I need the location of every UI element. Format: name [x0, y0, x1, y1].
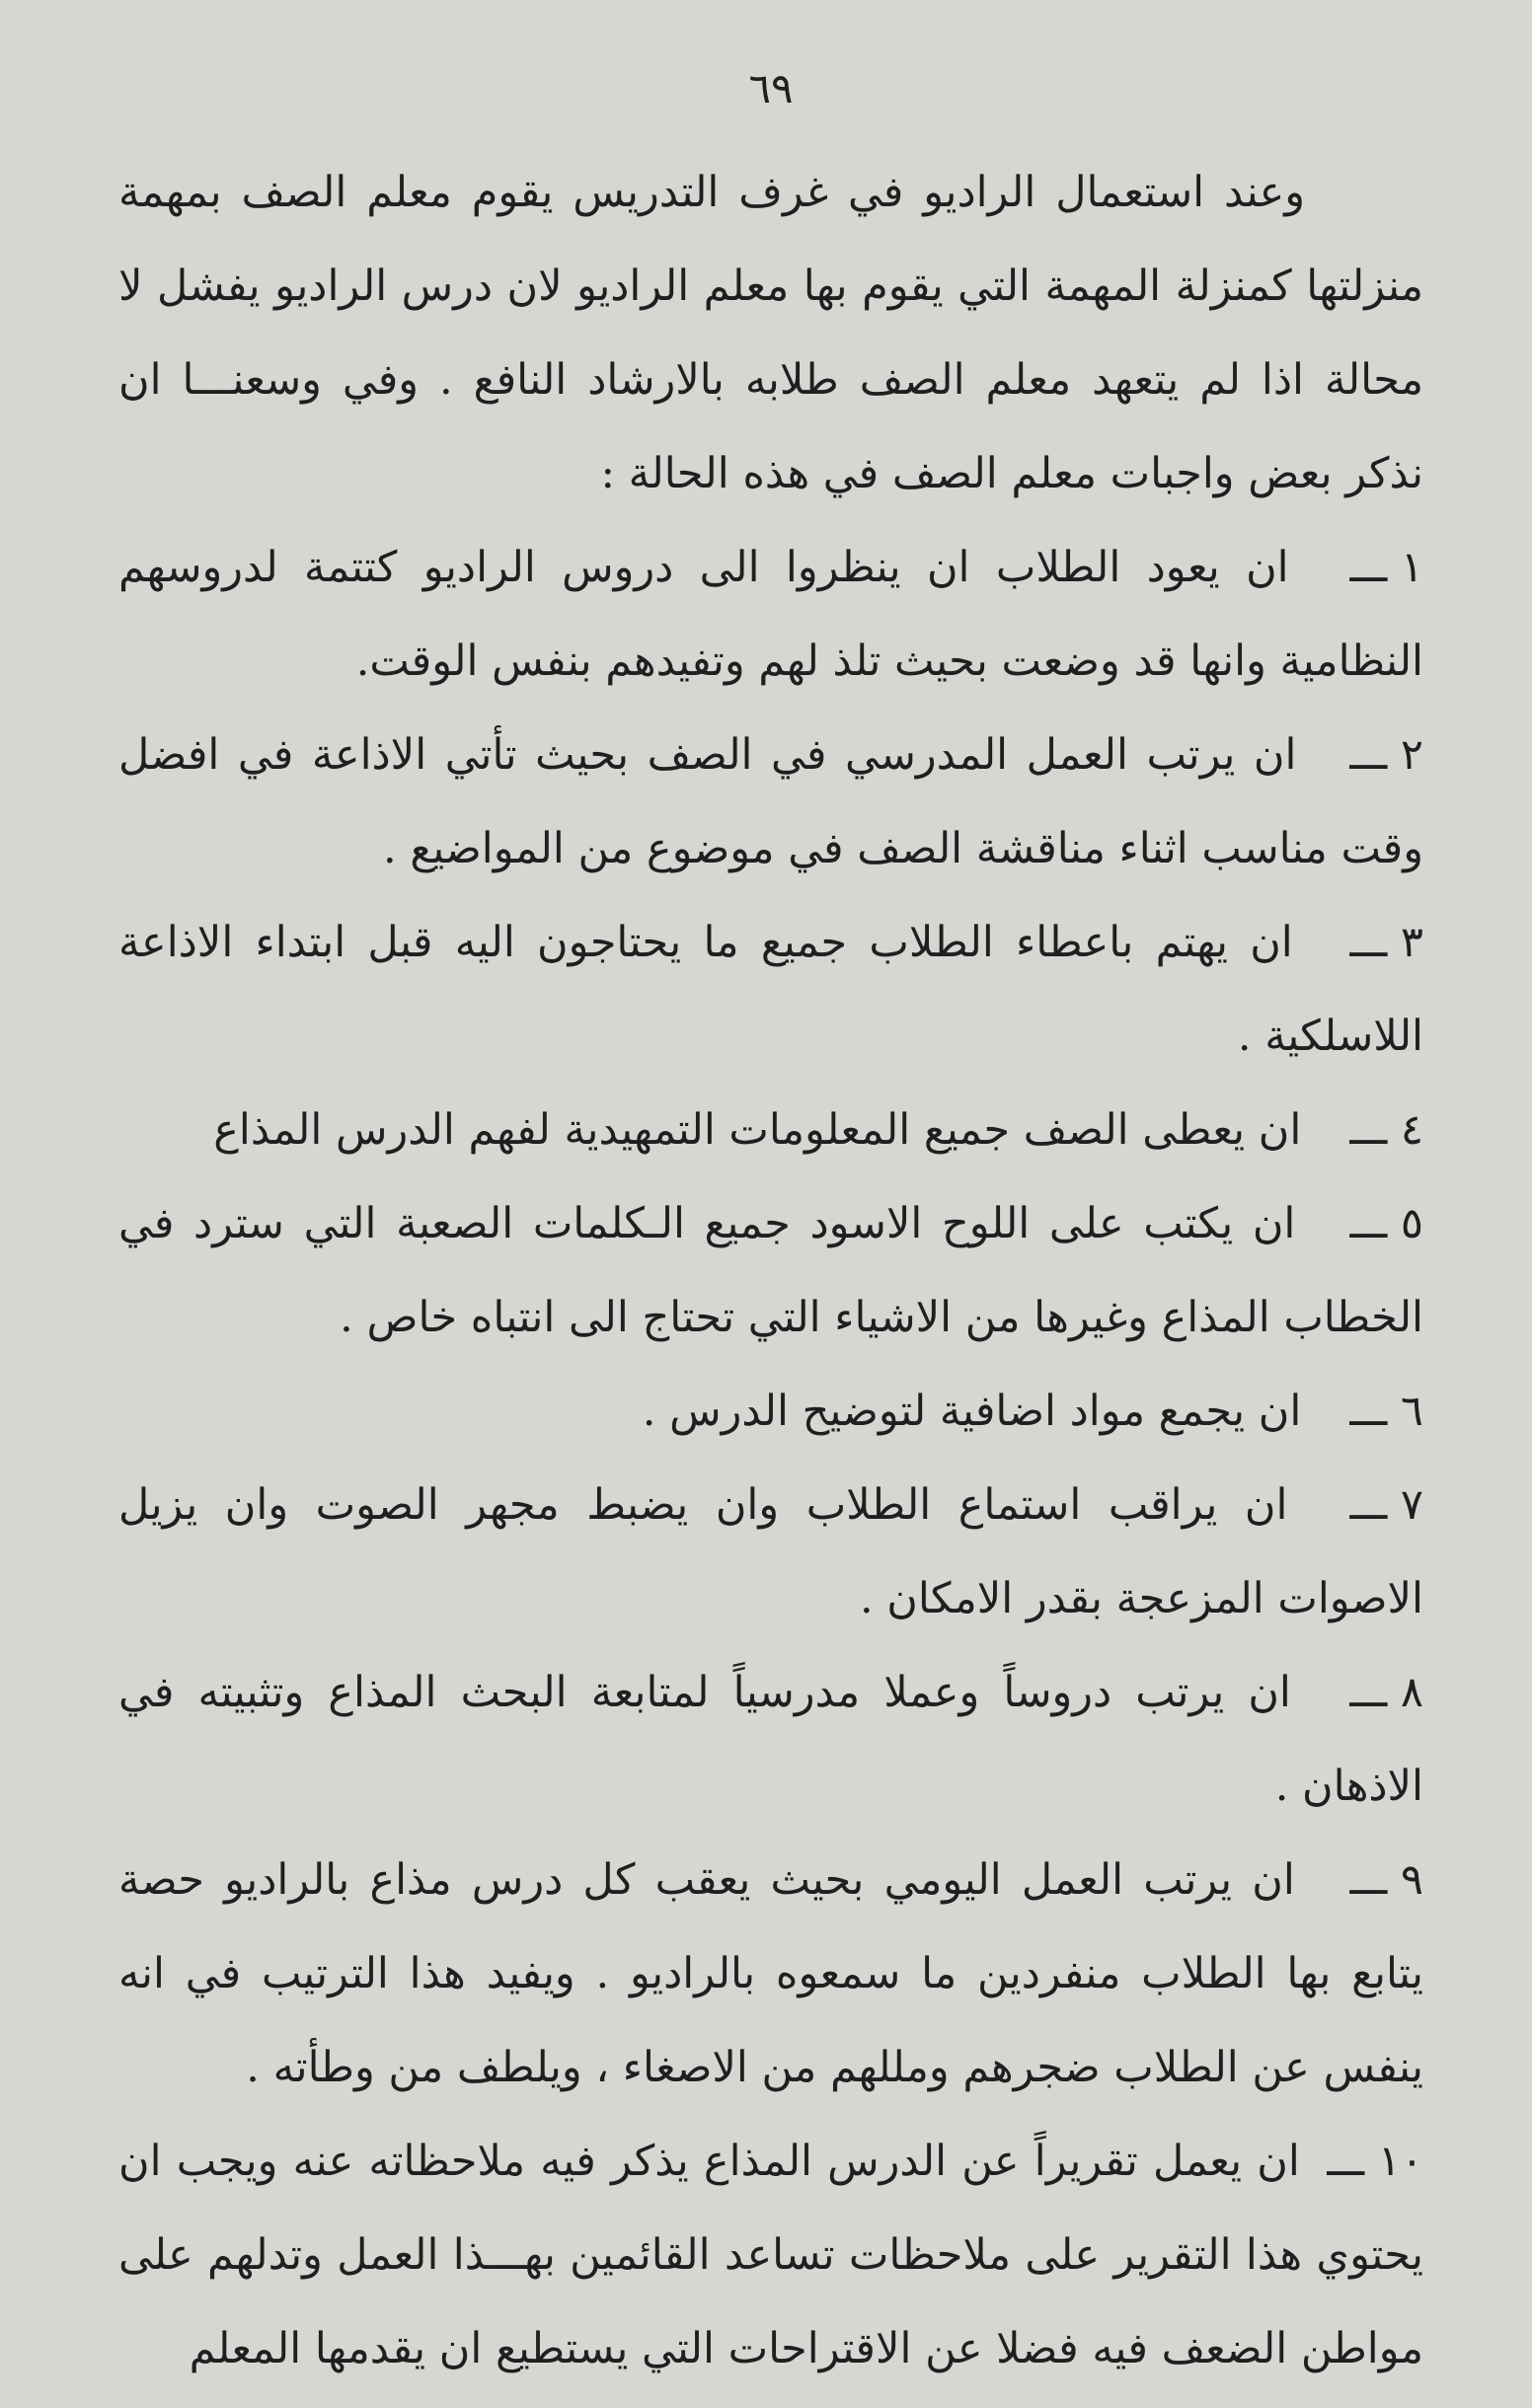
list-item	[118, 896, 1423, 1084]
list-item-text: ان يعود الطلاب ان ينظروا الى دروس الراديو كتتمة لدروسهم النظامية وانها قد وضعت بحيث تلذ لهم وتفيدهم بنفس الوقت.	[118, 543, 1423, 686]
list-item	[118, 1365, 1423, 1459]
list-item-number: ٨ ـــ	[1349, 1668, 1423, 1717]
list-item-number: ١٠ ـــ	[1327, 2137, 1424, 2186]
list-item-text: ان يرتب دروساً وعملا مدرسياً لمتابعة البحث المذاع وتثبيته في الاذهان .	[118, 1668, 1423, 1811]
list-item	[118, 1834, 1423, 2115]
list-item-number: ٩ ـــ	[1349, 1855, 1424, 1905]
intro-paragraph: وعند استعمال الراديو في غرف التدريس يقوم معلم الصف بمهمة منزلتها كمنزلة المهمة التي يقوم بها معلم الراديو لان درس الراديو يفشل لا محالة اذا لم يتعهد معلم الصف طلابه بالارشاد النافع . وفي وسعنـــا ان نذكر بعض واجبات معلم الصف في هذه الحالة :	[118, 168, 1423, 498]
list-item-number: ٥ ـــ	[1349, 1199, 1424, 1248]
page-number: ٦٩	[748, 64, 794, 113]
list-item-number: ٦ ـــ	[1349, 1387, 1423, 1436]
page-body	[118, 146, 1423, 2396]
list-item-number: ٧ ـــ	[1349, 1480, 1424, 1530]
list-item	[118, 709, 1423, 896]
list-item	[118, 1459, 1423, 1646]
list-item-text: ان يجمع مواد اضافية لتوضيح الدرس .	[642, 1387, 1302, 1436]
list-item-text: ان يراقب استماع الطلاب وان يضبط مجهر الصوت وان يزيل الاصوات المزعجة بقدر الامكان .	[118, 1480, 1423, 1623]
list-item-text: ان يرتب العمل المدرسي في الصف بحيث تأتي الاذاعة في افضل وقت مناسب اثناء مناقشة الصف في موضوع من المواضيع .	[118, 730, 1423, 873]
list-item-text: ان يعطى الصف جميع المعلومات التمهيدية لفهم الدرس المذاع	[213, 1105, 1302, 1155]
list-item-text: ان يكتب على اللوح الاسود جميع الـكلمات الصعبة التي سترد في الخطاب المذاع وغيرها من الاشياء التي تحتاج الى انتباه خاص .	[118, 1199, 1423, 1342]
list-item	[118, 2115, 1423, 2396]
list-item	[118, 1084, 1423, 1177]
list-item-text: ان يهتم باعطاء الطلاب جميع ما يحتاجون اليه قبل ابتداء الاذاعة اللاسلكية .	[118, 918, 1423, 1061]
list-item-text: ان يرتب العمل اليومي بحيث يعقب كل درس مذاع بالراديو حصة يتابع بها الطلاب منفردين ما سمعوه بالراديو . ويفيد هذا الترتيب في انه ينفس عن الطلاب ضجرهم ومللهم من الاصغاء ، ويلطف من وطأته .	[118, 1855, 1423, 2092]
list-item	[118, 521, 1423, 709]
list-item-number: ٣ ـــ	[1349, 918, 1424, 967]
list-item	[118, 1646, 1423, 1834]
list-item-number: ١ ـــ	[1349, 543, 1424, 592]
list-item-number: ٤ ـــ	[1349, 1105, 1423, 1155]
list-item-text: ان يعمل تقريراً عن الدرس المذاع يذكر فيه ملاحظاته عنه ويجب ان يحتوي هذا التقرير على ملاحظات تساعد القائمين بهـــذا العمل وتدلهم على مواطن الضعف فيه فضلا عن الاقتراحات التي يستطيع ان يقدمها المعلم	[118, 2137, 1423, 2373]
list-item-number: ٢ ـــ	[1349, 730, 1423, 780]
list-item	[118, 1177, 1423, 1365]
